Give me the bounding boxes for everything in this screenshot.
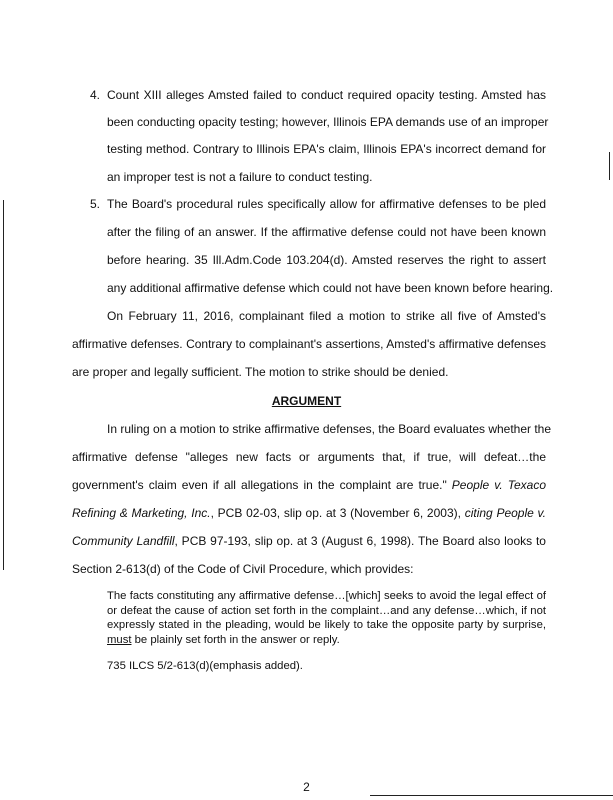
item-line: before hearing. 35 Ill.Adm.Code 103.204(d). Amsted reserves the right to assert	[107, 253, 546, 267]
statute-citation: 735 ILCS 5/2-613(d)(emphasis added).	[107, 660, 303, 672]
case-name: Refining & Marketing, Inc.	[72, 506, 211, 520]
paragraph-line: affirmative defenses. Contrary to complainant's assertions, Amsted's affirmative defenses	[72, 337, 546, 351]
item-line: any additional affirmative defense which could not have been known before hearing.	[107, 281, 554, 295]
quote-text: be plainly set forth in the answer or reply.	[131, 633, 340, 646]
right-margin-tick	[609, 152, 610, 180]
emphasis-word: must	[107, 633, 132, 646]
paragraph-line: are proper and legally sufficient. The motion to strike should be denied.	[72, 365, 449, 379]
page-number: 2	[303, 780, 310, 794]
citing-signal: citing People v.	[464, 506, 546, 520]
quote-text: government's claim even if all allegations in the complaint are true."	[72, 478, 447, 492]
bottom-margin-rule	[370, 795, 613, 796]
item-number: 4.	[90, 88, 101, 102]
paragraph-line	[72, 478, 546, 492]
paragraph-line: In ruling on a motion to strike affirmative defenses, the Board evaluates whether the	[107, 422, 552, 436]
paragraph-line	[72, 506, 546, 520]
section-heading: ARGUMENT	[271, 394, 342, 408]
paragraph-line	[72, 534, 546, 548]
item-line: testing method. Contrary to Illinois EPA's claim, Illinois EPA's incorrect demand for	[107, 142, 546, 156]
quote-text: The facts constituting any affirmative defense…[which] seeks to avoid the legal effect of or defeat the cause of action set forth in the complaint…and any defense…which, if not expressly stated in the pleading, would be likely to take the opposite party by surprise,	[107, 590, 546, 631]
paragraph-line: affirmative defense "alleges new facts or arguments that, if true, will defeat…the	[72, 450, 546, 464]
case-name: People v. Texaco	[451, 478, 546, 492]
item-number: 5.	[90, 197, 101, 211]
block-quote	[107, 589, 546, 647]
item-line: after the filing of an answer. If the affirmative defense could not have been known	[107, 225, 546, 239]
paragraph-line: On February 11, 2016, complainant filed a motion to strike all five of Amsted's	[107, 309, 546, 323]
item-line: The Board's procedural rules specifically allow for affirmative defenses to be pled	[107, 197, 546, 211]
paragraph-line: Section 2-613(d) of the Code of Civil Procedure, which provides:	[72, 562, 414, 576]
item-line: an improper test is not a failure to conduct testing.	[107, 170, 373, 184]
item-line: Count XIII alleges Amsted failed to conduct required opacity testing. Amsted has	[107, 88, 546, 102]
case-name: Community Landfill	[72, 534, 175, 548]
case-citation: , PCB 97-193, slip op. at 3 (August 6, 1998). The Board also looks to	[174, 534, 546, 548]
item-line: been conducting opacity testing; however, Illinois EPA demands use of an improper	[107, 115, 549, 129]
left-margin-rule	[3, 200, 4, 570]
case-citation: , PCB 02-03, slip op. at 3 (November 6, 2003),	[210, 506, 461, 520]
